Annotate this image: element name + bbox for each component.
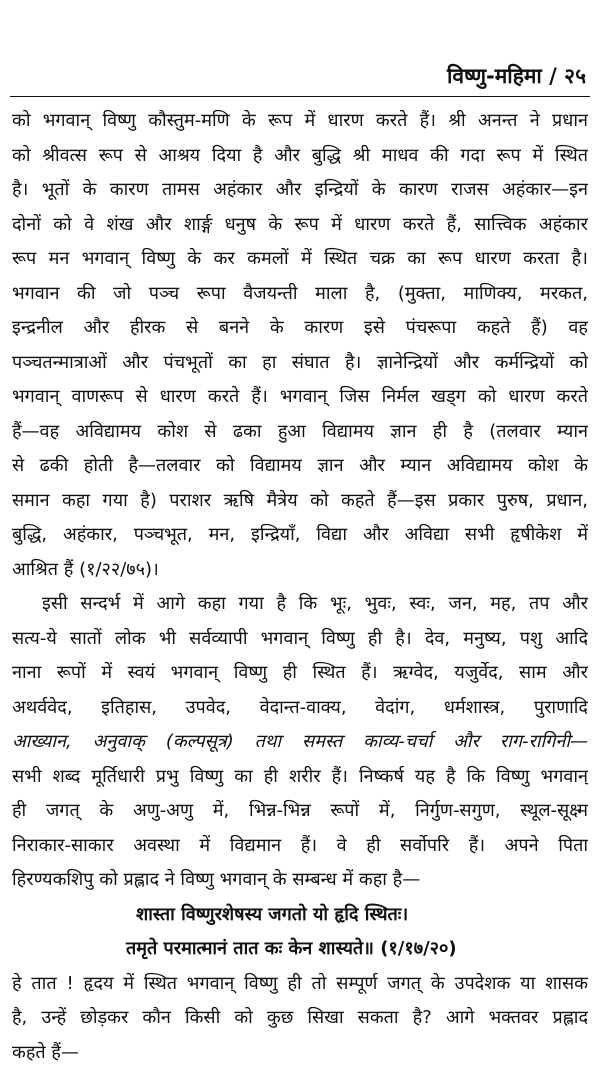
text-line: आख्यान, अनुवाक् (कल्पसूत्र) तथा समस्त काव्य-चर्चा और राग-रागिनी— <box>12 725 588 760</box>
text-line: को श्रीवत्स रूप से आश्रय दिया है और बुद्धि श्री माधव की गदा रूप में स्थित <box>12 139 588 174</box>
text-line: समान कहा गया है) पराशर ऋषि मैत्रेय को कहते हैं—इस प्रकार पुरुष, प्रधान, <box>12 484 588 519</box>
text-line: आश्रित हैं (१/२२/७५)। <box>12 553 588 588</box>
text-line: से ढकी होती है—तलवार को विद्यामय ज्ञान और म्यान अविद्यामय कोश के <box>12 449 588 484</box>
text-line: सभी शब्द मूर्तिधारी प्रभु विष्णु का ही शरीर हैं। निष्कर्ष यह है कि विष्णु भगवान् <box>12 760 588 795</box>
text-line: कहते हैं— <box>12 1036 588 1070</box>
text-line: है। भूतों के कारण तामस अहंकार और इन्द्रियों के कारण राजस अहंकार—इन <box>12 173 588 208</box>
text-line: भगवान् वाणरूप से धारण करते हैं। भगवान् जिस निर्मल खड्ग को धारण करते <box>12 380 588 415</box>
header-rule <box>10 96 590 97</box>
text-line: हिरण्यकशिपु को प्रह्लाद ने विष्णु भगवान् के सम्बन्ध में कहा है— <box>12 863 588 898</box>
sanskrit-verse-line: तमृते परमात्मानं तात कः केन शास्यते॥ (१/१७/२०) <box>12 932 588 967</box>
running-header: विष्णु-महिमा / २५ <box>447 62 586 90</box>
paragraph-start-line: इसी सन्दर्भ में आगे कहा गया है कि भूः, भुवः, स्वः, जन, मह, तप और <box>12 587 588 622</box>
text-line: हैं—वह अविद्यामय कोश से ढका हुआ विद्यामय ज्ञान ही है (तलवार म्यान <box>12 415 588 450</box>
text-line: है, उन्हें छोड़कर कौन किसी को कुछ सिखा सकता है? आगे भक्तवर प्रह्लाद <box>12 1001 588 1036</box>
text-line: हे तात ! हृदय में स्थित भगवान् विष्णु ही तो सम्पूर्ण जगत् के उपदेशक या शासक <box>12 967 588 1002</box>
text-line: सत्य-ये सातों लोक भी सर्वव्यापी भगवान् विष्णु ही है। देव, मनुष्य, पशु आदि <box>12 622 588 657</box>
text-line: रूप मन भगवान् विष्णु के कर कमलों में स्थित चक्र का रूप धारण करता है। <box>12 242 588 277</box>
text-line: ही जगत् के अणु-अणु में, भिन्न-भिन्न रूपों में, निर्गुण-सगुण, स्थूल-सूक्ष्म <box>12 794 588 829</box>
sanskrit-verse-line: शास्ता विष्णुरशेषस्य जगतो यो हृदि स्थितः। <box>12 898 588 933</box>
text-line: नाना रूपों में स्वयं भगवान् विष्णु ही स्थित हैं। ऋग्वेद, यजुर्वेद, साम और <box>12 656 588 691</box>
text-line: अथर्ववेद, इतिहास, उपवेद, वेदान्त-वाक्य, वेदांग, धर्मशास्त्र, पुराणादि <box>12 691 588 726</box>
text-line: दोनों को वे शंख और शार्ङ्ग धनुष के रूप में धारण करते हैं, सात्त्विक अहंकार <box>12 208 588 243</box>
text-line: निराकार-साकार अवस्था में विद्यमान हैं। वे ही सर्वोपरि हैं। अपने पिता <box>12 829 588 864</box>
text-line: बुद्धि, अहंकार, पञ्चभूत, मन, इन्द्रियाँ, विद्या और अविद्या सभी हृषीकेश में <box>12 518 588 553</box>
text-line: पञ्चतन्मात्राओं और पंचभूतों का हा संघात है। ज्ञानेन्द्रियों और कर्मन्द्रियों को <box>12 346 588 381</box>
page-body <box>12 104 588 1070</box>
text-line: भगवान की जो पञ्च रूपा वैजयन्ती माला है, (मुक्ता, माणिक्य, मरकत, <box>12 277 588 312</box>
text-line: को भगवान् विष्णु कौस्तुम-मणि के रूप में धारण करते हैं। श्री अनन्त ने प्रधान <box>12 104 588 139</box>
text-line: इन्द्रनील और हीरक से बनने के कारण इसे पंचरूपा कहते हैं) वह <box>12 311 588 346</box>
